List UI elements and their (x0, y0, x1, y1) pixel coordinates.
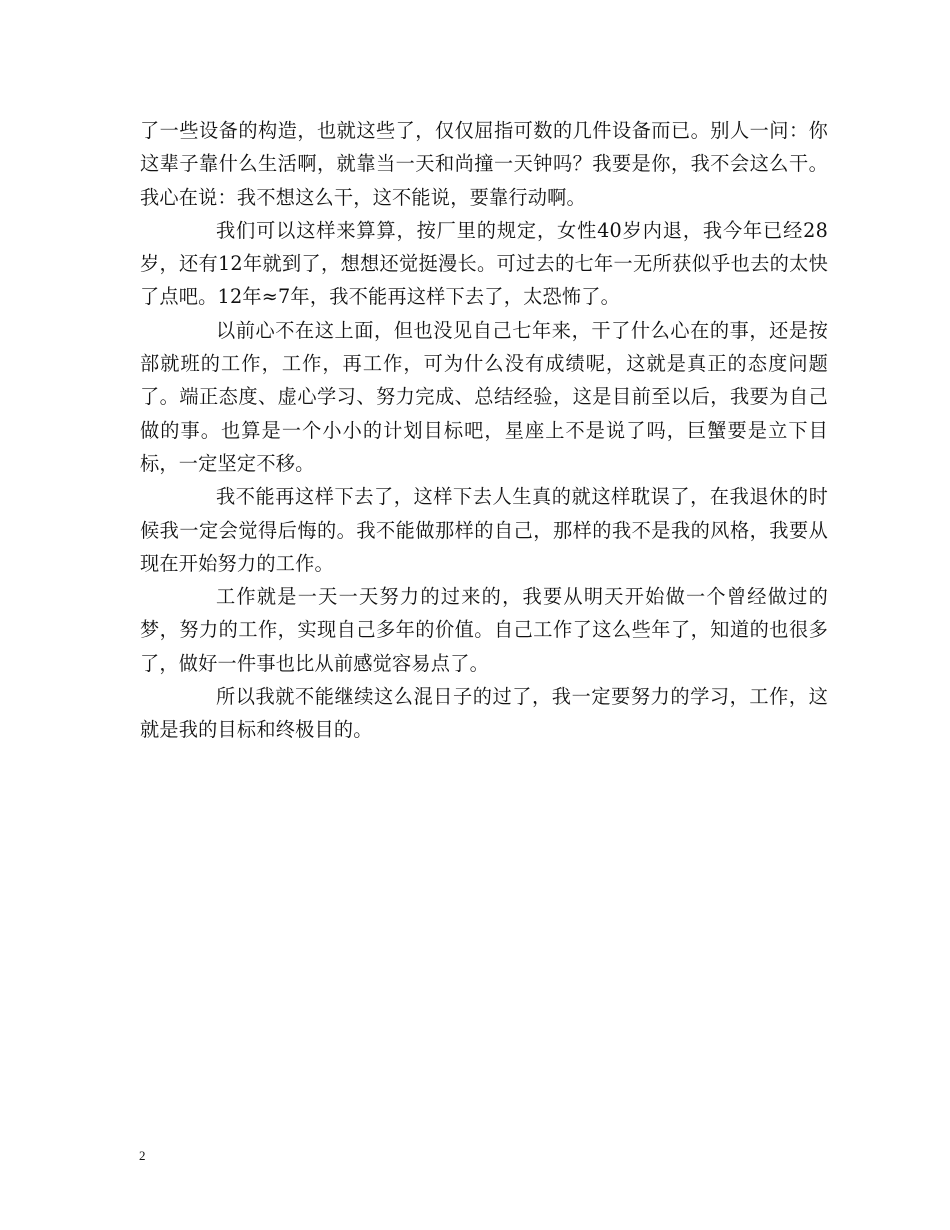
page-number: 2 (139, 1148, 146, 1163)
paragraph: 我不能再这样下去了，这样下去人生真的就这样耽误了，在我退休的时候我一定会觉得后悔的。我不能做那样的自己，那样的我不是我的风格，我要从现在开始努力的工作。 (140, 485, 828, 575)
paragraph: 工作就是一天一天努力的过来的，我要从明天开始做一个曾经做过的梦，努力的工作，实现自己多年的价值。自己工作了这么些年了，知道的也很多了，做好一件事也比从前感觉容易点了。 (140, 585, 828, 675)
paragraph: 以前心不在这上面，但也没见自己七年来，干了什么心在的事，还是按部就班的工作，工作，再工作，可为什么没有成绩呢，这就是真正的态度问题了。端正态度、虚心学习、努力完成、总结经验，这是目前至以后，我要为自己做的事。也算是一个小小的计划目标吧，星座上不是说了吗，巨蟹要是立下目标，一定坚定不移。 (140, 318, 828, 475)
paragraph: 所以我就不能继续这么混日子的过了，我一定要努力的学习，工作，这就是我的目标和终极目的。 (140, 685, 828, 742)
document-body (140, 114, 828, 747)
paragraph-continued: 了一些设备的构造，也就这些了，仅仅屈指可数的几件设备而已。别人一问：你这辈子靠什么生活啊，就靠当一天和尚撞一天钟吗？我要是你，我不会这么干。我心在说：我不想这么干，这不能说，要靠行动啊。 (140, 119, 828, 209)
paragraph: 我们可以这样来算算，按厂里的规定，女性40岁内退，我今年已经28岁，还有12年就到了，想想还觉挺漫长。可过去的七年一无所获似乎也去的太快了点吧。12年≈7年，我不能再这样下去了，太恐怖了。 (140, 218, 828, 309)
